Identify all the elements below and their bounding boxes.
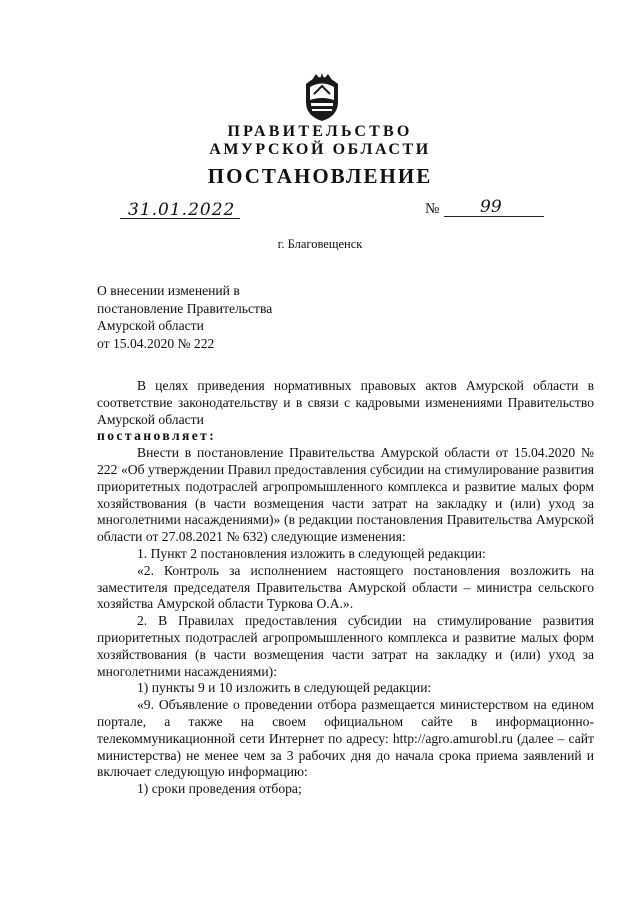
document-number: 99 [480,197,502,217]
subject-line: постановление Правительства [97,300,273,316]
number-sign: № [425,201,440,217]
subject-line: О внесении изменений в [97,283,240,298]
document-body [97,378,594,798]
resolves-word: постановляет: [97,428,217,444]
paragraph-2: 1. Пункт 2 постановления изложить в следующей редакции: [137,545,486,561]
region-title: АМУРСКОЙ ОБЛАСТИ [209,141,431,158]
document-date: 31.01.2022 [128,200,236,220]
paragraph-3: «2. Контроль за исполнением настоящего постановления возложить на заместителя председателя Правительства Амурской области – министра сельского хозяйства Амурской области Туркова О.А.». [97,562,594,612]
subject-line: Амурской области [97,318,204,334]
city-line: г. Благовещенск [277,237,363,251]
paragraph-6: «9. Объявление о проведении отбора размещается министерством на едином портале, а также на своем официальном сайте в информационно-телекоммуникационной сети Интернет по адресу: http://agro.amurobl.ru (далее – сайт министерства) не менее чем за 3 рабочих дня до начала срока приема заявлений и включает следующую информацию: [97,697,594,780]
document-type-title: ПОСТАНОВЛЕНИЕ [207,164,433,188]
date-underline [120,218,240,219]
subject-line: от 15.04.2020 № 222 [97,335,215,351]
paragraph-4: 2. В Правилах предоставления субсидии на стимулирование развития приоритетных подотраслей агропромышленного комплекса и развитие малых форм хозяйствования (в части возмещения части затрат на закладку и (или) уход за многолетними насаждениями): [97,613,594,679]
paragraph-1: Внести в постановление Правительства Амурской области от 15.04.2020 № 222 «Об утверждении Правил предоставления субсидии на стимулирование развития приоритетных подотраслей агропромышленного комплекса и развитие малых форм хозяйствования (в части возмещения части затрат на закладку и (или) уход за многолетними насаждениями)» (в редакции постановления Правительства Амурской области от 27.08.2021 № 632) следующие изменения: [97,445,594,545]
government-title: ПРАВИТЕЛЬСТВО [227,123,413,140]
preamble-paragraph: В целях приведения нормативных правовых актов Амурской области в соответствие законодательству и в связи с кадровыми изменениями Правительство Амурской области [97,378,594,427]
number-underline [444,216,544,217]
paragraph-7: 1) сроки проведения отбора; [137,781,302,797]
subject-block [97,282,272,352]
paragraph-5: 1) пункты 9 и 10 изложить в следующей редакции: [137,680,432,696]
coat-of-arms-icon [300,72,344,122]
